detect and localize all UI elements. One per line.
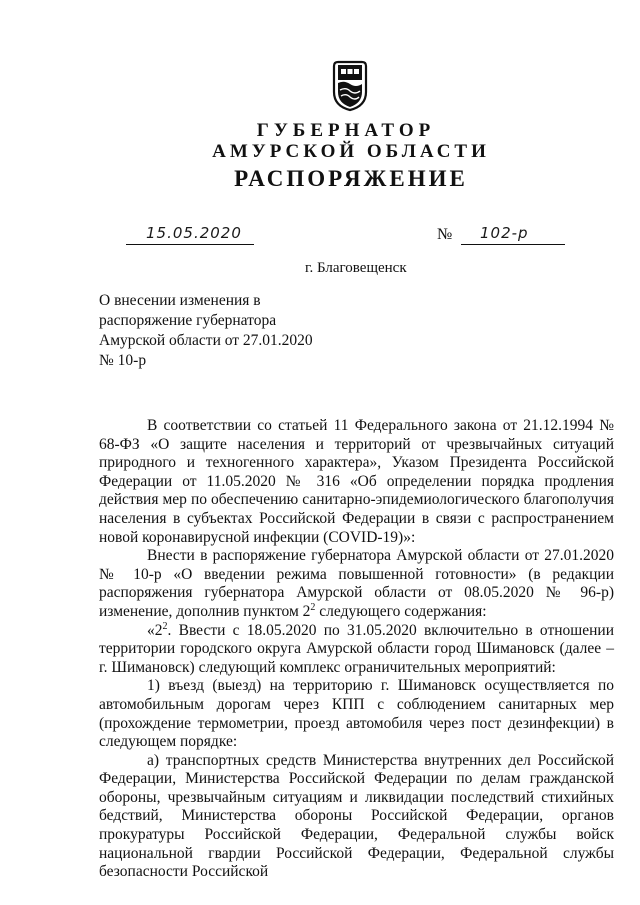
document-type-title: РАСПОРЯЖЕНИЕ (234, 166, 468, 191)
paragraph-text: . Ввести с 18.05.2020 по 31.05.2020 включительно в отношении территории городского округа Амурской области город Шимановск (далее – г. Шимановск) следующий комплекс ограничительных мероприятий: (99, 621, 614, 676)
subject-line: Амурской области от 27.01.2020 (99, 332, 313, 349)
issuer-title: ГУБЕРНАТОР (256, 120, 436, 141)
city-name: г. Благовещенск (305, 260, 407, 276)
superscript: 2 (162, 620, 168, 632)
subject-line: № 10-р (99, 352, 147, 369)
document-date: 15.05.2020 (146, 224, 242, 242)
subject-line: распоряжение губернатора (99, 312, 277, 329)
body-paragraph (99, 622, 614, 678)
paragraph-text: «2 (147, 621, 163, 639)
body-paragraph: В соответствии со статьей 11 Федерального закона от 21.12.1994 № 68-ФЗ «О защите населения и территорий от чрезвычайных ситуаций природного и техногенного характера», Указом Президента Российской Федерации от 11.05.2020 № 316 «Об определении порядка продления действия мер по обеспечению санитарно-эпидемиологического благополучия населения в субъектах Российской Федерации в связи с распространением новой коронавирусной инфекции (COVID-19)»: (99, 417, 614, 546)
body-paragraph: 1) въезд (выезд) на территорию г. Шимановск осуществляется по автомобильным дорогам через КПП с соблюдением санитарных мер (прохождение термометрии, проезд автомобиля через пост дезинфекции) в следующем порядке: (99, 677, 614, 751)
body-paragraph (99, 547, 614, 621)
document-number: 102-р (480, 224, 529, 242)
coat-of-arms-icon (330, 58, 370, 112)
region-title: АМУРСКОЙ ОБЛАСТИ (212, 141, 490, 162)
superscript: 2 (310, 601, 316, 613)
paragraph-text: Внести в распоряжение губернатора Амурской области от 27.01.2020 № 10-р «О введении режима повышенной готовности» (в редакции распоряжения губернатора Амурской области от 08.05.2020 № 96-р) изменение, дополнив пунктом 2 (99, 547, 614, 620)
number-label: № (437, 226, 453, 243)
paragraph-text: следующего содержания: (315, 602, 487, 620)
document-body (99, 417, 614, 882)
document-subject (99, 291, 313, 371)
body-paragraph: а) транспортных средств Министерства внутренних дел Российской Федерации, Министерства Российской Федерации по делам гражданской обороны, чрезвычайным ситуациям и ликвидации последствий стихийных бедствий, Министерства обороны Российской Федерации, органов прокуратуры Российской Федерации, Федеральной службы войск национальной гвардии Российской Федерации, Федеральной службы безопасности Российской (99, 751, 614, 881)
subject-line: О внесении изменения в (99, 292, 261, 309)
